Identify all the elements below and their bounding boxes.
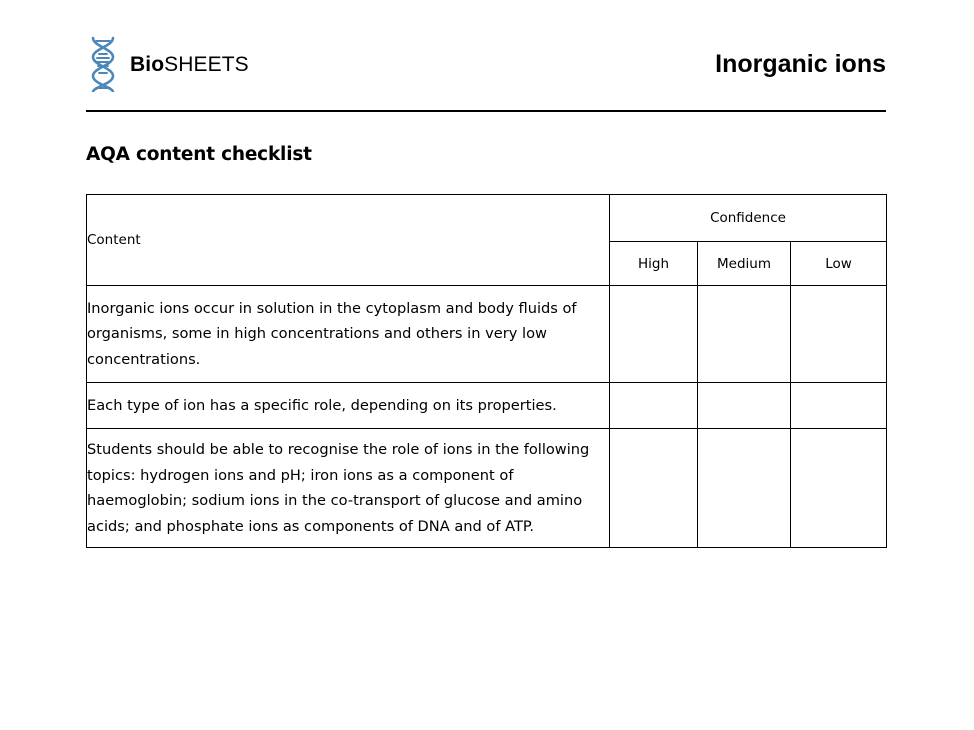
table-row	[87, 429, 887, 548]
section-heading: AQA content checklist	[86, 144, 312, 165]
content-statement: Students should be able to recognise the role of ions in the following topics: hydrogen ions and pH; iron ions as a component of haemoglobin; sodium ions in the co-transport of glucose and amino acids; and phosphate ions as components of DNA and of ATP.	[87, 429, 610, 548]
table-row	[87, 286, 887, 383]
page-title: Inorganic ions	[715, 49, 886, 78]
column-header-high: High	[610, 242, 698, 286]
header-divider	[86, 110, 886, 112]
confidence-low-checkbox[interactable]	[791, 429, 887, 548]
brand-name	[130, 54, 249, 75]
confidence-medium-checkbox[interactable]	[698, 383, 791, 429]
column-header-confidence: Confidence	[610, 195, 887, 242]
table-header	[87, 195, 887, 286]
column-header-low: Low	[791, 242, 887, 286]
dna-helix-icon	[86, 36, 120, 92]
table-header-row-primary	[87, 195, 887, 242]
page-header	[86, 32, 886, 96]
column-header-medium: Medium	[698, 242, 791, 286]
content-checklist-table	[86, 194, 887, 548]
brand-name-light: SHEETS	[164, 52, 249, 76]
column-header-content: Content	[87, 195, 610, 286]
content-statement: Inorganic ions occur in solution in the cytoplasm and body fluids of organisms, some in high concentrations and others in very low concentrations.	[87, 286, 610, 383]
brand-name-bold: Bio	[130, 52, 165, 76]
content-statement: Each type of ion has a specific role, depending on its properties.	[87, 383, 610, 429]
brand-logo-group	[86, 32, 249, 96]
confidence-medium-checkbox[interactable]	[698, 286, 791, 383]
confidence-medium-checkbox[interactable]	[698, 429, 791, 548]
confidence-high-checkbox[interactable]	[610, 286, 698, 383]
table-body	[87, 286, 887, 548]
confidence-low-checkbox[interactable]	[791, 383, 887, 429]
confidence-low-checkbox[interactable]	[791, 286, 887, 383]
confidence-high-checkbox[interactable]	[610, 429, 698, 548]
table-row	[87, 383, 887, 429]
confidence-high-checkbox[interactable]	[610, 383, 698, 429]
